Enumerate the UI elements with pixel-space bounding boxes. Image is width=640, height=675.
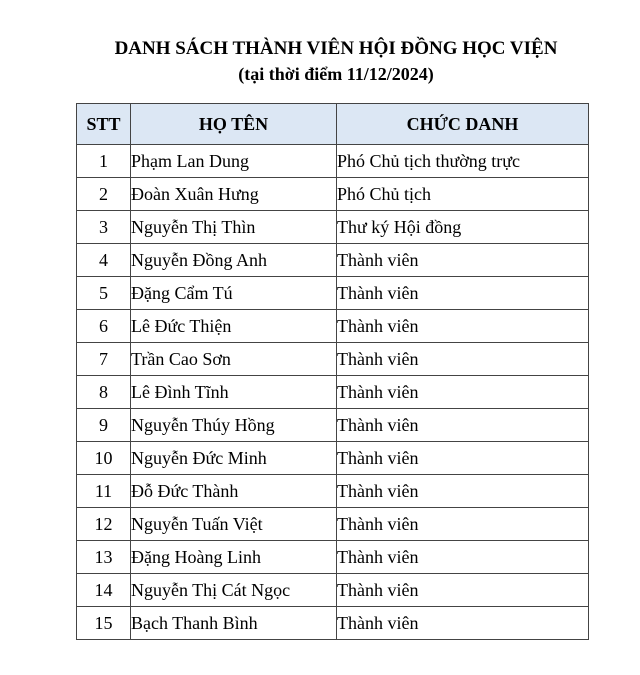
role-cell: Thành viên <box>337 541 589 574</box>
name-cell: Nguyễn Thị Cát Ngọc <box>131 574 337 607</box>
stt-cell: 14 <box>77 574 131 607</box>
stt-cell: 9 <box>77 409 131 442</box>
role-cell: Thành viên <box>337 277 589 310</box>
members-table <box>76 103 589 640</box>
table-row <box>77 211 589 244</box>
table-row <box>77 442 589 475</box>
role-cell: Thành viên <box>337 244 589 277</box>
name-cell: Đặng Hoàng Linh <box>131 541 337 574</box>
table-header-row <box>77 104 589 145</box>
table-row <box>77 574 589 607</box>
stt-cell: 3 <box>77 211 131 244</box>
role-cell: Thành viên <box>337 475 589 508</box>
table-row <box>77 277 589 310</box>
stt-cell: 15 <box>77 607 131 640</box>
stt-cell: 1 <box>77 145 131 178</box>
table-row <box>77 178 589 211</box>
name-cell: Đặng Cẩm Tú <box>131 277 337 310</box>
role-cell: Thành viên <box>337 574 589 607</box>
stt-cell: 4 <box>77 244 131 277</box>
header-stt: STT <box>77 104 131 145</box>
role-cell: Phó Chủ tịch <box>337 178 589 211</box>
role-cell: Thành viên <box>337 343 589 376</box>
role-cell: Thành viên <box>337 607 589 640</box>
name-cell: Đỗ Đức Thành <box>131 475 337 508</box>
header-role: CHỨC DANH <box>337 104 589 145</box>
table-row <box>77 343 589 376</box>
stt-cell: 11 <box>77 475 131 508</box>
name-cell: Phạm Lan Dung <box>131 145 337 178</box>
role-cell: Thành viên <box>337 409 589 442</box>
stt-cell: 7 <box>77 343 131 376</box>
table-row <box>77 541 589 574</box>
stt-cell: 2 <box>77 178 131 211</box>
stt-cell: 6 <box>77 310 131 343</box>
table-row <box>77 145 589 178</box>
table-row <box>77 409 589 442</box>
name-cell: Lê Đình Tĩnh <box>131 376 337 409</box>
name-cell: Bạch Thanh Bình <box>131 607 337 640</box>
role-cell: Thành viên <box>337 508 589 541</box>
name-cell: Nguyễn Đức Minh <box>131 442 337 475</box>
stt-cell: 10 <box>77 442 131 475</box>
table-row <box>77 376 589 409</box>
name-cell: Đoàn Xuân Hưng <box>131 178 337 211</box>
table-row <box>77 475 589 508</box>
document-title: DANH SÁCH THÀNH VIÊN HỘI ĐỒNG HỌC VIỆN <box>114 38 558 59</box>
role-cell: Thành viên <box>337 310 589 343</box>
name-cell: Nguyễn Thúy Hồng <box>131 409 337 442</box>
table-row <box>77 607 589 640</box>
table-row <box>77 244 589 277</box>
name-cell: Nguyễn Tuấn Việt <box>131 508 337 541</box>
stt-cell: 12 <box>77 508 131 541</box>
name-cell: Nguyễn Thị Thìn <box>131 211 337 244</box>
role-cell: Thư ký Hội đồng <box>337 211 589 244</box>
document-subtitle: (tại thời điểm 11/12/2024) <box>238 64 434 84</box>
table-row <box>77 310 589 343</box>
stt-cell: 8 <box>77 376 131 409</box>
role-cell: Thành viên <box>337 442 589 475</box>
role-cell: Thành viên <box>337 376 589 409</box>
header-name: HỌ TÊN <box>131 104 337 145</box>
table-row <box>77 508 589 541</box>
stt-cell: 13 <box>77 541 131 574</box>
role-cell: Phó Chủ tịch thường trực <box>337 145 589 178</box>
name-cell: Trần Cao Sơn <box>131 343 337 376</box>
name-cell: Nguyễn Đồng Anh <box>131 244 337 277</box>
name-cell: Lê Đức Thiện <box>131 310 337 343</box>
stt-cell: 5 <box>77 277 131 310</box>
